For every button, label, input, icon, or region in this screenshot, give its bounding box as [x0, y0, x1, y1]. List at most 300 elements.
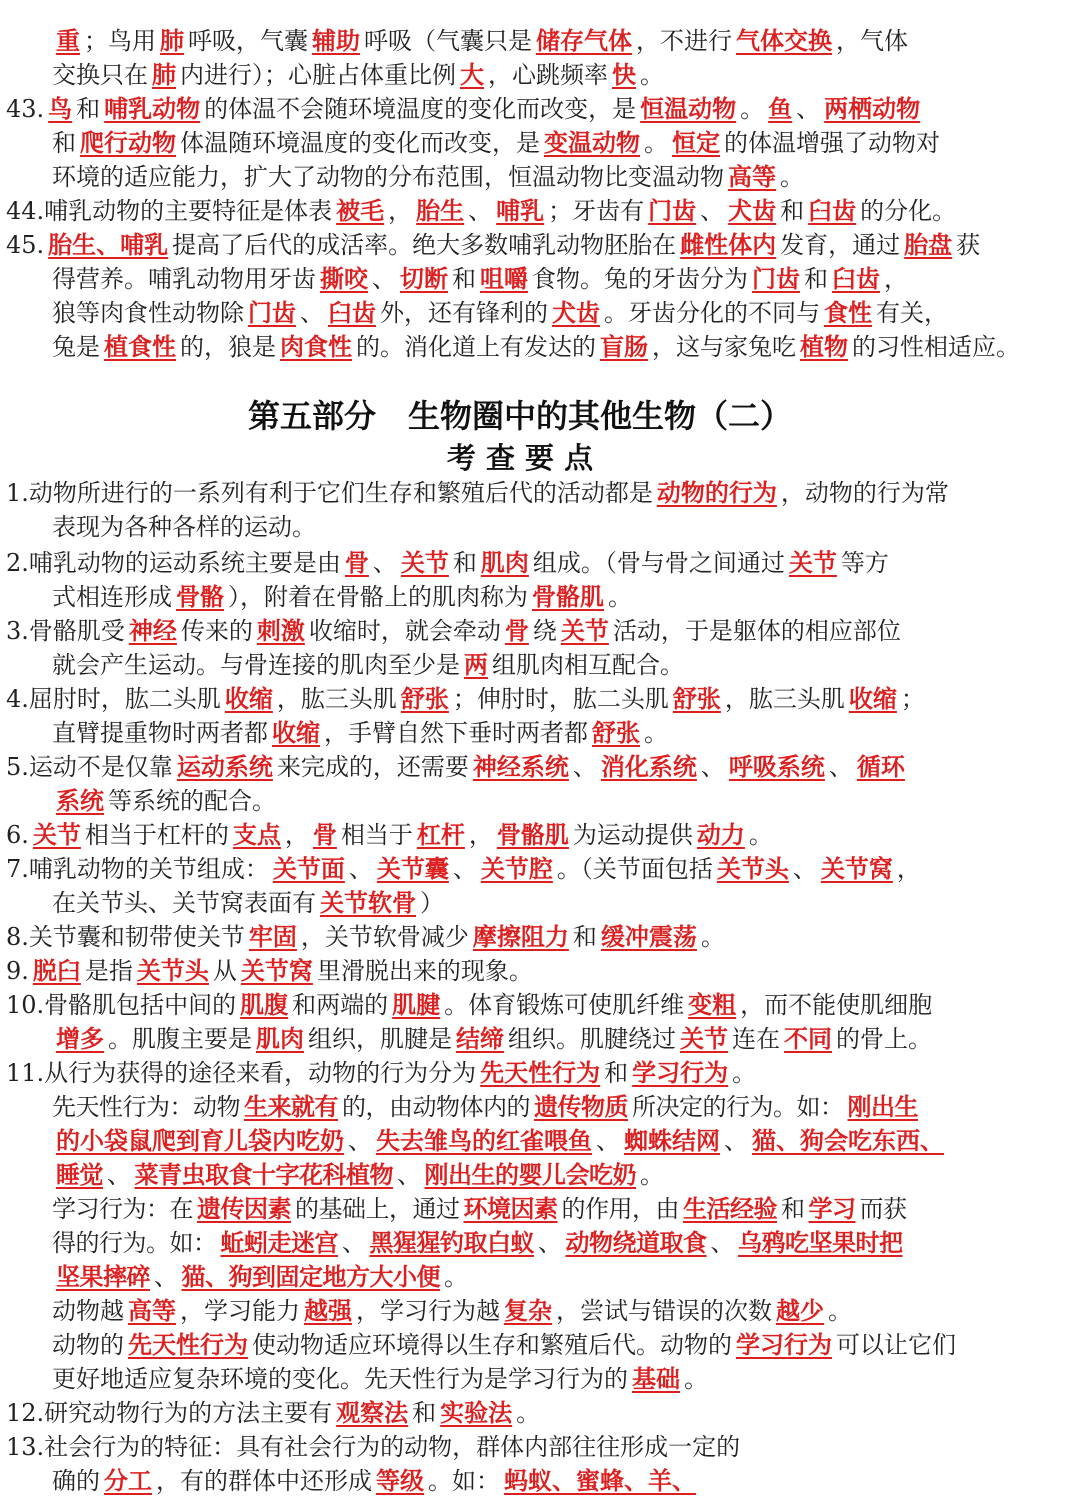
text-line: [52, 1192, 907, 1226]
text-segment: ，动物的行为常: [780, 479, 949, 507]
text-line: [6, 92, 924, 126]
answer-blank: 循环: [856, 752, 905, 781]
answer-blank: 失去雏鸟的红雀喂鱼: [376, 1126, 592, 1155]
text-segment: ，这与家兔吃: [652, 333, 796, 361]
item-number: 11.: [6, 1059, 45, 1087]
text-segment: ，: [468, 821, 493, 849]
text-segment: 、: [792, 855, 817, 883]
text-segment: 。: [640, 61, 664, 89]
answer-blank: 刚出生: [847, 1092, 918, 1121]
text-line: [6, 1056, 756, 1090]
text-segment: 研究动物行为的方法主要有: [44, 1399, 333, 1427]
answer-blank: 高等: [728, 162, 776, 191]
text-segment: 。: [828, 1297, 852, 1325]
answer-blank: 越少: [776, 1296, 824, 1325]
text-line: [52, 784, 276, 818]
text-segment: ），附着在骨骼上的肌肉称为: [228, 583, 528, 611]
text-segment: 活动，于是躯体的相应部位: [612, 617, 901, 645]
text-segment: 直臂提重物时两者都: [52, 719, 268, 747]
text-segment: 。: [732, 1059, 757, 1087]
answer-blank: 刺激: [256, 616, 305, 645]
answer-blank: 肌肉: [256, 1024, 304, 1053]
text-segment: 的。消化道上有发达的: [356, 333, 596, 361]
answer-blank: 爬行动物: [80, 128, 176, 157]
answer-blank: 撕咬: [320, 264, 368, 293]
answer-blank: 关节窝: [240, 956, 313, 985]
text-segment: 和: [76, 95, 101, 123]
answer-blank: 被毛: [336, 196, 385, 225]
text-segment: 呼吸（气囊只是: [364, 27, 532, 55]
text-line: [6, 920, 725, 954]
answer-blank: 快: [612, 60, 636, 89]
answer-blank: 恒定: [672, 128, 720, 157]
text-segment: 和: [604, 1059, 629, 1087]
cropped-edge-fade: [770, 1428, 1080, 1512]
text-segment: 为运动提供: [572, 821, 693, 849]
item-number: 7.: [6, 855, 29, 883]
answer-blank: 坚果摔碎: [56, 1262, 150, 1291]
text-segment: 、: [348, 855, 373, 883]
text-segment: ；牙齿有: [548, 197, 645, 225]
answer-blank: 黑猩猩钓取白蚁: [369, 1228, 534, 1257]
answer-blank: 植物: [800, 332, 848, 361]
item-number: 10.: [6, 991, 45, 1019]
text-segment: 、: [538, 1229, 562, 1257]
text-segment: 。: [644, 719, 668, 747]
answer-blank: 关节: [788, 548, 837, 577]
text-segment: 传来的: [180, 617, 253, 645]
text-segment: 、: [397, 1161, 421, 1189]
text-line: [52, 58, 664, 92]
answer-blank: 先天性行为: [480, 1058, 601, 1087]
answer-blank: 刚出生的婴儿会吃奶: [424, 1160, 636, 1189]
text-segment: 和: [452, 549, 477, 577]
text-line: [52, 716, 668, 750]
answer-blank: 关节头: [716, 854, 789, 883]
text-segment: ；鸟用: [84, 27, 156, 55]
text-segment: 哺乳动物的关节组成：: [28, 855, 269, 883]
text-segment: 先天性行为：动物: [52, 1093, 240, 1121]
text-segment: 。: [644, 129, 668, 157]
text-segment: 获: [956, 231, 981, 259]
text-segment: 哺乳动物的主要特征是体表: [44, 197, 333, 225]
text-segment: 食物。兔的牙齿分为: [532, 265, 748, 293]
item-number: 44.: [6, 197, 45, 225]
answer-blank: 盲肠: [600, 332, 648, 361]
answer-blank: 切断: [400, 264, 448, 293]
answer-blank: 门齿: [752, 264, 800, 293]
item-number: 13.: [6, 1433, 45, 1461]
text-segment: 哺乳动物的运动系统主要是由: [28, 549, 341, 577]
answer-blank: 睡觉: [56, 1160, 103, 1189]
text-segment: 。: [684, 1365, 708, 1393]
answer-blank: 动物绕道取食: [565, 1228, 707, 1257]
text-segment: 和两端的: [292, 991, 389, 1019]
answer-blank: 蚯蚓走迷宫: [220, 1228, 338, 1257]
text-line: [52, 126, 940, 160]
text-segment: 、: [154, 1263, 178, 1291]
text-line: [6, 852, 921, 886]
text-segment: 得的行为。如：: [52, 1229, 217, 1257]
text-segment: 来完成的，还需要: [276, 753, 469, 781]
text-segment: ，学习行为越: [356, 1297, 500, 1325]
text-segment: ，肱三头肌: [276, 685, 397, 713]
text-segment: 、: [724, 1127, 748, 1155]
text-segment: ，心跳频率: [488, 61, 608, 89]
answer-blank: 两栖动物: [824, 94, 921, 123]
text-segment: 体温随环境温度的变化而改变，是: [180, 129, 540, 157]
section-subtitle: 考 查 要 点: [446, 441, 594, 475]
text-segment: 的习性相适应。: [852, 333, 1020, 361]
answer-blank: 重: [56, 26, 80, 55]
text-segment: 组织。肌腱绕过: [508, 1025, 676, 1053]
text-segment: ，: [884, 265, 908, 293]
text-segment: ，学习能力: [180, 1297, 300, 1325]
text-segment: 、: [796, 95, 821, 123]
text-segment: 的分化。: [860, 197, 957, 225]
text-line: [52, 886, 444, 920]
text-segment: 更好地适应复杂环境的变化。先天性行为是学习行为的: [52, 1365, 628, 1393]
item-number: 43.: [6, 95, 45, 123]
item-number: 6.: [6, 821, 29, 849]
answer-blank: 食性: [824, 298, 872, 327]
answer-blank: 咀嚼: [480, 264, 528, 293]
text-segment: 外，还有锋利的: [380, 299, 548, 327]
answer-blank: 肌腹: [240, 990, 289, 1019]
text-segment: ，不进行: [636, 27, 732, 55]
text-segment: 内进行）；心脏占体重比例: [180, 61, 456, 89]
answer-blank: 鸟: [48, 94, 73, 123]
text-segment: 的骨上。: [836, 1025, 932, 1053]
answer-blank: 骨: [344, 548, 369, 577]
text-segment: ，手臂自然下垂时两者都: [324, 719, 588, 747]
text-segment: 有关，: [876, 299, 948, 327]
answer-blank: 门齿: [648, 196, 697, 225]
text-line: [52, 580, 632, 614]
text-segment: 。（关节面包括: [556, 855, 713, 883]
answer-blank: 牢固: [248, 922, 297, 951]
text-line: [52, 1124, 948, 1158]
text-segment: ，尝试与错误的次数: [556, 1297, 772, 1325]
text-segment: 的，狼是: [180, 333, 276, 361]
answer-blank: 鱼: [768, 94, 793, 123]
answer-blank: 的小袋鼠爬到育儿袋内吃奶: [56, 1126, 344, 1155]
answer-blank: 高等: [128, 1296, 176, 1325]
text-line: [52, 296, 948, 330]
text-segment: 等方: [840, 549, 889, 577]
answer-blank: 复杂: [504, 1296, 552, 1325]
answer-blank: 大: [460, 60, 484, 89]
text-line: [6, 750, 909, 784]
answer-blank: 关节: [560, 616, 609, 645]
text-segment: 连在: [732, 1025, 780, 1053]
text-segment: 组成。（骨与骨之间通过: [532, 549, 785, 577]
answer-blank: 学习行为: [632, 1058, 729, 1087]
text-segment: ，关节软骨减少: [300, 923, 469, 951]
answer-blank: 哺乳动物: [104, 94, 201, 123]
text-segment: 相当于: [340, 821, 413, 849]
text-segment: ）: [420, 889, 444, 917]
text-line: [52, 1260, 468, 1294]
text-segment: 社会行为的特征：具有社会行为的动物，群体内部往往形成一定的: [44, 1433, 741, 1461]
text-segment: 。: [516, 1399, 541, 1427]
answer-blank: 肌肉: [480, 548, 529, 577]
text-segment: 、: [372, 549, 397, 577]
text-segment: 在关节头、关节窝表面有: [52, 889, 316, 917]
answer-blank: 恒温动物: [640, 94, 737, 123]
answer-blank: 气体交换: [736, 26, 832, 55]
text-segment: 收缩时，就会牵动: [308, 617, 501, 645]
answer-blank: 乌鸦吃坚果时把: [738, 1228, 903, 1257]
answer-blank: 关节软骨: [320, 888, 416, 917]
item-number: 3.: [6, 617, 29, 645]
item-number: 1.: [6, 479, 29, 507]
answer-blank: 生活经验: [683, 1194, 777, 1223]
text-segment: 、: [300, 299, 324, 327]
text-segment: 等系统的配合。: [108, 787, 276, 815]
answer-blank: 肺: [160, 26, 184, 55]
text-line: [52, 1090, 922, 1124]
text-segment: 、: [828, 753, 853, 781]
text-segment: 。: [700, 923, 725, 951]
answer-blank: 学习行为: [736, 1330, 832, 1359]
text-segment: 组肌肉相互配合。: [492, 651, 684, 679]
answer-blank: 辅助: [312, 26, 360, 55]
text-segment: 。: [748, 821, 773, 849]
text-line: [52, 1362, 708, 1396]
answer-blank: 舒张: [672, 684, 721, 713]
answer-blank: 蜘蛛结网: [624, 1126, 720, 1155]
text-segment: 动物越: [52, 1297, 124, 1325]
text-line: [52, 1158, 664, 1192]
text-line: [6, 1430, 740, 1464]
answer-blank: 骨: [312, 820, 337, 849]
text-segment: 、: [107, 1161, 131, 1189]
text-segment: 提高了后代的成活率。绝大多数哺乳动物胚胎在: [172, 231, 677, 259]
answer-blank: 脱臼: [32, 956, 81, 985]
text-segment: 。: [780, 163, 804, 191]
text-segment: ；伸肘时，肱二头肌: [452, 685, 669, 713]
answer-blank: 支点: [232, 820, 281, 849]
text-line: [6, 1396, 540, 1430]
text-segment: 和: [780, 197, 805, 225]
item-number: 5.: [6, 753, 29, 781]
text-segment: 、: [700, 197, 725, 225]
answer-blank: 胎生: [416, 196, 465, 225]
answer-blank: 两: [464, 650, 488, 679]
answer-blank: 骨骼: [176, 582, 224, 611]
text-line: [52, 1294, 852, 1328]
answer-blank: 基础: [632, 1364, 680, 1393]
text-segment: 。如：: [428, 1467, 500, 1495]
answer-blank: 关节腔: [480, 854, 553, 883]
item-number: 9.: [6, 957, 29, 985]
text-line: [52, 1328, 956, 1362]
answer-blank: 关节头: [136, 956, 209, 985]
text-segment: 和: [781, 1195, 805, 1223]
text-segment: 、: [452, 855, 477, 883]
text-segment: 的体温不会随环境温度的变化而改变，是: [204, 95, 637, 123]
text-segment: 和: [804, 265, 828, 293]
text-segment: ，: [284, 821, 309, 849]
text-segment: 的基础上，通过: [295, 1195, 460, 1223]
answer-blank: 菜青虫取食十字花科植物: [134, 1160, 393, 1189]
text-line: [52, 262, 908, 296]
text-line: [52, 330, 1020, 364]
text-segment: 所决定的行为。如：: [632, 1093, 844, 1121]
text-line: [6, 988, 932, 1022]
text-line: [6, 614, 901, 648]
item-number: 2.: [6, 549, 29, 577]
text-segment: ，有的群体中还形成: [156, 1467, 372, 1495]
answer-blank: 雌性体内: [680, 230, 777, 259]
text-segment: 的，由动物体内的: [342, 1093, 530, 1121]
text-line: [52, 510, 316, 544]
answer-blank: 肌腱: [392, 990, 441, 1019]
text-segment: 、: [468, 197, 493, 225]
answer-blank: 骨骼肌: [532, 582, 604, 611]
answer-blank: 关节面: [272, 854, 345, 883]
text-segment: 组织，肌腱是: [308, 1025, 452, 1053]
text-segment: 屈肘时，肱二头肌: [28, 685, 221, 713]
answer-blank: 储存气体: [536, 26, 632, 55]
answer-blank: 关节囊: [376, 854, 449, 883]
answer-blank: 遗传因素: [197, 1194, 291, 1223]
text-segment: 和: [412, 1399, 437, 1427]
answer-blank: 变粗: [688, 990, 737, 1019]
answer-blank: 猫、狗会吃东西、: [752, 1126, 944, 1155]
text-line: [6, 228, 980, 262]
text-segment: 、: [710, 1229, 734, 1257]
answer-blank: 摩擦阻力: [472, 922, 569, 951]
text-segment: 狼等肉食性动物除: [52, 299, 244, 327]
text-segment: 是指: [84, 957, 133, 985]
text-segment: 、: [342, 1229, 366, 1257]
answer-blank: 门齿: [248, 298, 296, 327]
text-segment: 发育，通过: [780, 231, 901, 259]
text-line: [6, 476, 949, 510]
text-segment: ，气体: [836, 27, 908, 55]
text-segment: 学习行为：在: [52, 1195, 193, 1223]
text-segment: ；: [900, 685, 925, 713]
answer-blank: 动物的行为: [656, 478, 777, 507]
answer-blank: 胎生、哺乳: [48, 230, 169, 259]
text-segment: 使动物适应环境得以生存和繁殖后代。动物的: [252, 1331, 732, 1359]
answer-blank: 分工: [104, 1466, 152, 1495]
answer-blank: 动力: [696, 820, 745, 849]
answer-blank: 变温动物: [544, 128, 640, 157]
text-segment: 表现为各种各样的运动。: [52, 513, 316, 541]
text-line: [52, 160, 804, 194]
answer-blank: 生来就有: [244, 1092, 338, 1121]
text-segment: 绕: [532, 617, 557, 645]
item-number: 4.: [6, 685, 29, 713]
answer-blank: 舒张: [400, 684, 449, 713]
answer-blank: 骨骼肌: [496, 820, 569, 849]
text-segment: 相当于杠杆的: [84, 821, 229, 849]
text-segment: 骨骼肌受: [28, 617, 125, 645]
text-line: [6, 194, 956, 228]
text-segment: 和: [452, 265, 476, 293]
text-segment: 确的: [52, 1467, 100, 1495]
answer-blank: 收缩: [224, 684, 273, 713]
text-segment: 式相连形成: [52, 583, 172, 611]
answer-blank: 遗传物质: [534, 1092, 628, 1121]
text-line: [6, 818, 773, 852]
text-segment: 的作用，由: [561, 1195, 679, 1223]
answer-blank: 结缔: [456, 1024, 504, 1053]
answer-blank: 关节: [400, 548, 449, 577]
answer-blank: 骨: [504, 616, 529, 645]
answer-blank: 臼齿: [328, 298, 376, 327]
answer-blank: 收缩: [272, 718, 320, 747]
text-segment: 动物所进行的一系列有利于它们生存和繁殖后代的活动都是: [28, 479, 653, 507]
text-segment: 。: [608, 583, 632, 611]
answer-blank: 神经系统: [472, 752, 569, 781]
answer-blank: 胎盘: [904, 230, 953, 259]
text-segment: 。牙齿分化的不同与: [604, 299, 820, 327]
text-segment: ，: [388, 197, 413, 225]
answer-blank: 蚂蚁、蜜蜂、羊、: [504, 1466, 696, 1495]
answer-blank: 系统: [56, 786, 104, 815]
answer-blank: 关节窝: [820, 854, 893, 883]
text-segment: 可以让它们: [836, 1331, 956, 1359]
answer-blank: 增多: [56, 1024, 104, 1053]
answer-blank: 学习: [808, 1194, 856, 1223]
answer-blank: 关节: [32, 820, 81, 849]
answer-blank: 猫、狗到固定地方大小便: [181, 1262, 440, 1291]
item-number: 8.: [6, 923, 29, 951]
answer-blank: 收缩: [848, 684, 897, 713]
answer-blank: 缓冲震荡: [600, 922, 697, 951]
text-segment: 、: [372, 265, 396, 293]
text-segment: ，: [896, 855, 921, 883]
answer-blank: 杠杆: [416, 820, 465, 849]
text-segment: 运动不是仅靠: [28, 753, 173, 781]
text-segment: 。体育锻炼可使肌纤维: [444, 991, 685, 1019]
answer-blank: 神经: [128, 616, 177, 645]
answer-blank: 犬齿: [728, 196, 777, 225]
answer-blank: 哺乳: [496, 196, 545, 225]
answer-blank: 犬齿: [552, 298, 600, 327]
text-segment: 里滑脱出来的现象。: [316, 957, 533, 985]
text-segment: 得营养。哺乳动物用牙齿: [52, 265, 316, 293]
text-segment: 从: [212, 957, 237, 985]
answer-blank: 臼齿: [832, 264, 880, 293]
answer-blank: 肉食性: [280, 332, 352, 361]
text-segment: 和: [52, 129, 76, 157]
text-line: [6, 546, 889, 580]
text-segment: 关节囊和韧带使关节: [28, 923, 245, 951]
text-segment: 骨骼肌包括中间的: [44, 991, 237, 1019]
answer-blank: 舒张: [592, 718, 640, 747]
text-segment: 的体温增强了动物对: [724, 129, 940, 157]
item-number: 12.: [6, 1399, 45, 1427]
text-segment: 。: [444, 1263, 468, 1291]
text-segment: 交换只在: [52, 61, 148, 89]
text-segment: 、: [596, 1127, 620, 1155]
text-line: [6, 954, 533, 988]
answer-blank: 环境因素: [463, 1194, 558, 1223]
answer-blank: 运动系统: [176, 752, 273, 781]
text-line: [52, 1226, 907, 1260]
text-segment: 就会产生运动。与骨连接的肌肉至少是: [52, 651, 460, 679]
text-segment: 。: [740, 95, 765, 123]
text-segment: 。: [640, 1161, 664, 1189]
answer-blank: 不同: [784, 1024, 832, 1053]
text-line: [52, 1464, 700, 1498]
answer-blank: 消化系统: [600, 752, 697, 781]
